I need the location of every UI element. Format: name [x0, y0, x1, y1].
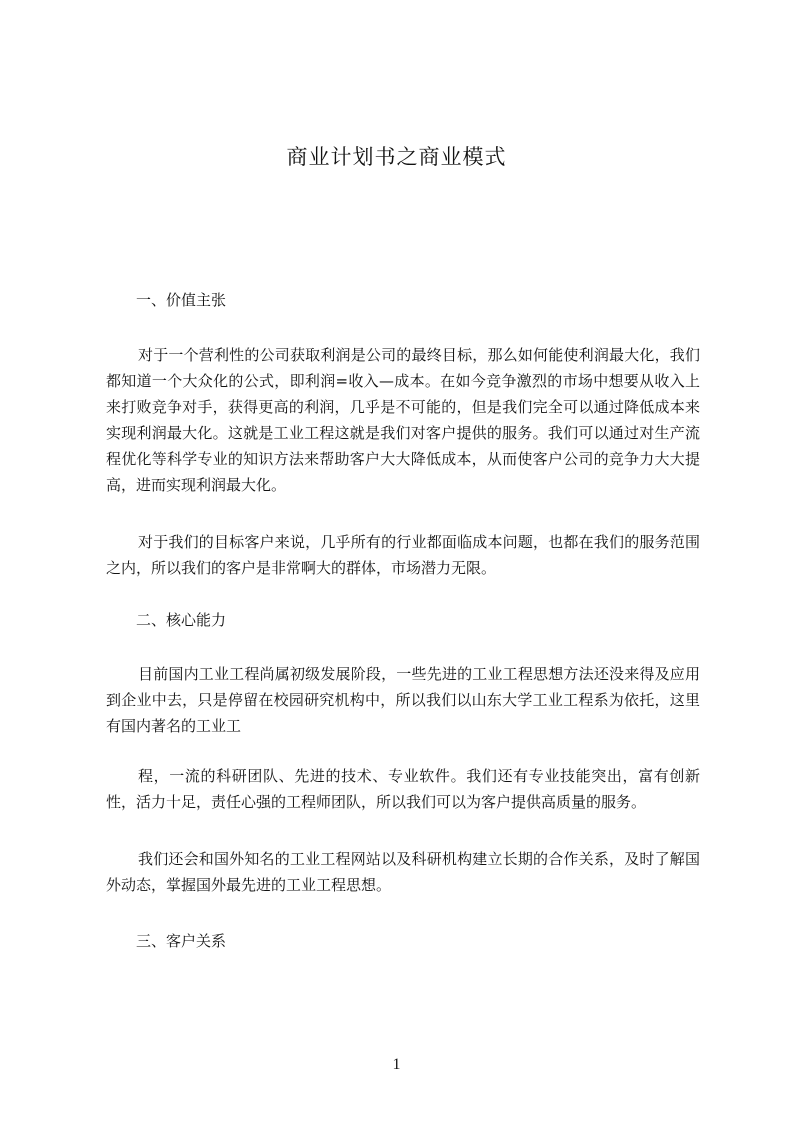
paragraph-value-proposition-1: 对于一个营利性的公司获取利润是公司的最终目标，那么如何能使利润最大化，我们都知道一个大众化的公式，即利润=收入—成本。在如今竞争激烈的市场中想要从收入上来打败竞争对手，获得更高的利润，几乎是不可能的，但是我们完全可以通过降低成本来实现利润最大化。这就是工业工程这就是我们对客户提供的服务。我们可以通过对生产流程优化等科学专业的知识方法来帮助客户大大降低成本，从而使客户公司的竞争力大大提高，进而实现利润最大化。 — [106, 346, 700, 494]
paragraph-core-competence-3: 我们还会和国外知名的工业工程网站以及科研机构建立长期的合作关系，及时了解国外动态，掌握国外最先进的工业工程思想。 — [106, 850, 700, 894]
document-title: 商业计划书之商业模式 — [286, 145, 507, 169]
page-number: 1 — [392, 1056, 401, 1073]
paragraph-value-proposition-2: 对于我们的目标客户来说，几乎所有的行业都面临成本问题，也都在我们的服务范围之内，所以我们的客户是非常啊大的群体，市场潜力无限。 — [106, 533, 700, 577]
paragraph-core-competence-2: 程，一流的科研团队、先进的技术、专业软件。我们还有专业技能突出，富有创新性，活力十足，责任心强的工程师团队，所以我们可以为客户提供高质量的服务。 — [106, 767, 700, 811]
section-heading-core-competence: 二、核心能力 — [136, 611, 227, 629]
paragraph-core-competence-1: 目前国内工业工程尚属初级发展阶段，一些先进的工业工程思想方法还没来得及应用到企业中去，只是停留在校园研究机构中，所以我们以山东大学工业工程系为依托，这里有国内著名的工业工 — [106, 665, 700, 735]
section-heading-value-proposition: 一、价值主张 — [136, 291, 227, 309]
section-heading-customer-relations: 三、客户关系 — [136, 932, 227, 950]
